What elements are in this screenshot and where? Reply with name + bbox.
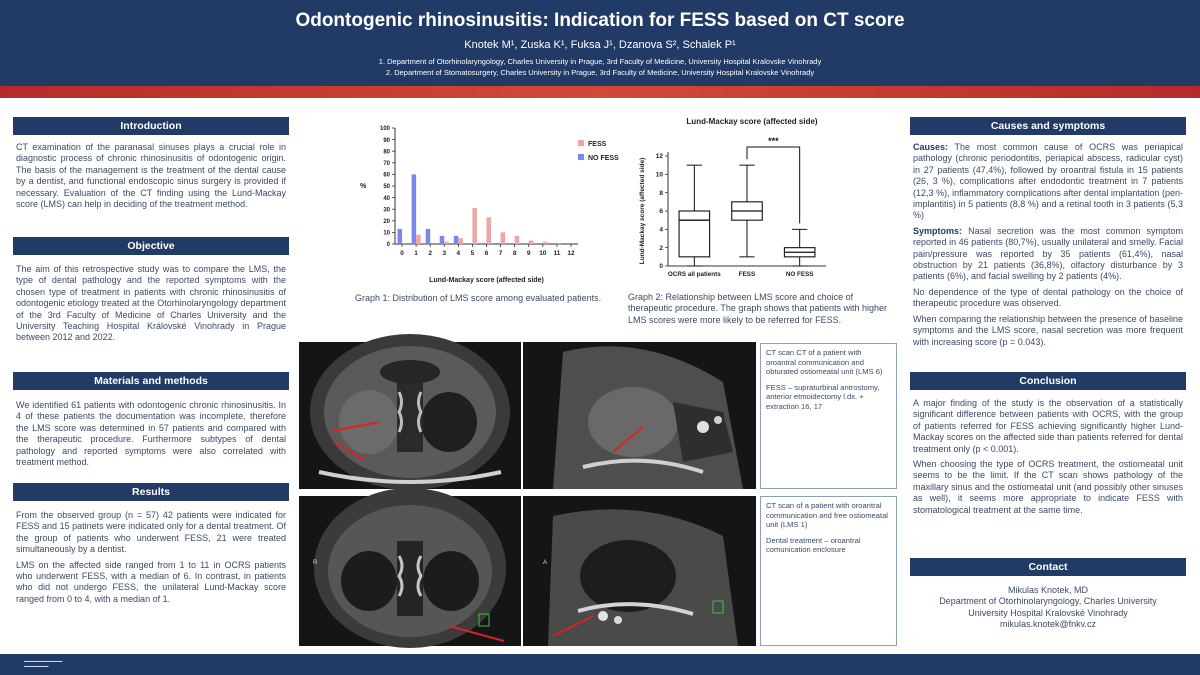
results-text — [16, 510, 286, 609]
graph1-x-tick-label: 10 — [539, 250, 547, 257]
contact-name: Mikulas Knotek, MD — [1007, 585, 1089, 595]
graph1-legend-label: FESS — [588, 141, 607, 148]
ct-image-sagittal-2 — [523, 496, 756, 646]
results-heading: Results — [13, 483, 289, 501]
graph1-legend-label: NO FESS — [588, 155, 619, 162]
ct1-description: CT scan CT of a patient with oroantral communication and obturated ostiomeatal unit (LMS 6) — [766, 348, 883, 377]
graph1-bar-fess — [416, 235, 421, 244]
footer-credit-mark: ▬▬▬▬▬▬▬▬▬▬▬ ▬▬▬▬▬▬▬ — [24, 659, 63, 668]
poster-header — [0, 0, 1200, 86]
graph1-x-tick-label: 8 — [512, 250, 517, 257]
graph2-x-tick-label: NO FESS — [785, 271, 814, 278]
ct2-description-box — [760, 496, 897, 646]
graph1-legend-swatch — [578, 154, 584, 160]
ct-image-sagittal-1 — [523, 342, 756, 489]
causes-paragraph-3: No dependence of the type of dental pathology on the choice of therapeutic procedure was observed. — [913, 286, 1183, 309]
graph1-y-tick-label: 50 — [383, 184, 390, 191]
graph1-y-tick-label: 80 — [383, 149, 390, 156]
graph1-y-axis-label: % — [360, 183, 367, 190]
graph1-bar-chart — [350, 118, 619, 293]
graph2-y-tick-label: 2 — [659, 244, 663, 252]
graph1-x-tick-label: 3 — [442, 250, 447, 257]
graph2-x-tick-label: OCRS all patients — [667, 271, 721, 278]
graph1-bar-fess — [543, 242, 548, 244]
causes-label: Causes: — [913, 142, 949, 152]
poster-affiliations — [0, 56, 1200, 78]
graph2-box — [679, 211, 710, 257]
symptoms-label: Symptoms: — [913, 225, 963, 236]
graph1-x-tick-label: 5 — [470, 250, 475, 257]
graph1-x-tick-label: 12 — [567, 250, 575, 257]
graph2-y-tick-label: 8 — [659, 189, 663, 197]
symptoms-body: Nasal secretion was the most common symptom reported in 46 patients (80,7%), usually unilateral and smelly. Facial pain/pressure was reported by 35 patients (61,4%), nasal obstruction by 21 patients (36,8%), olfactory disturbance by 3 patients (6%), and facial swelling by 2 patients (4%). — [913, 225, 1183, 282]
causes-paragraph-4: When comparing the relationship between the presence of baseline symptoms and the LMS score, nasal secretion was more frequent with increasing score (p = 0.043). — [913, 313, 1183, 347]
causes-text — [913, 142, 1183, 352]
graph1-bar-fess — [487, 217, 492, 244]
introduction-text: CT examination of the paranasal sinuses plays a crucial role in diagnostic process of chronic rhinosinusitis of odontogenic origin. The basis of the management is the treatment of the dental cause by a dentist, and functional endoscopic sinus surgery is provided if necessary. Evaluation of the CT finding using the Lund-Mackay score (LMS) can help in deciding of the treatment method. — [16, 142, 286, 210]
poster-footer — [0, 654, 1200, 675]
ct2-description: CT scan of a patient with oroantral communication and free ostiomeatal unit (LMS 1) — [766, 501, 888, 530]
graph2-box-plot — [630, 112, 830, 284]
graph1-bar-fess — [444, 242, 449, 244]
graph2-significance-label: *** — [768, 136, 779, 146]
graph1-x-tick-label: 9 — [526, 250, 531, 257]
graph1-legend-swatch — [578, 140, 584, 146]
graph1-y-tick-label: 40 — [383, 195, 390, 202]
affiliation-1: 1. Department of Otorhinolaryngology, Charles University in Prague, 3rd Faculty of Medicine, University Hospital Kralovske Vinohrady — [378, 57, 822, 66]
graph2-caption: Graph 2: Relationship between LMS score and choice of therapeutic procedure. The graph shows that patients with higher LMS scores were more likely to be referred for FESS. — [628, 292, 887, 325]
conclusion-paragraph-2: When choosing the type of OCRS treatment, the ostiomeatal unit seems to be the limit. If the CT scan shows pathology of the maxillary sinus and the ostiomeatal unit (and possibly other sinuses as well), it seems more appropriate to indicate FESS with stomatological treatment at the same time. — [913, 459, 1183, 515]
ct1-description-box — [760, 343, 897, 489]
graph1-x-tick-label: 4 — [456, 250, 461, 257]
graph1-x-tick-label: 7 — [498, 250, 503, 257]
graph1-bar-no-fess — [412, 174, 417, 244]
graph1-y-tick-label: 60 — [383, 172, 390, 179]
graph2-y-axis-label: Lund-Mackay score (affected side) — [639, 157, 646, 265]
graph1-y-tick-label: 70 — [383, 161, 390, 167]
header-accent-bar — [0, 86, 1200, 98]
graph1-y-tick-label: 100 — [379, 126, 390, 133]
graph1-bar-fess — [515, 236, 520, 244]
graph1-x-tick-label: 1 — [414, 250, 418, 257]
graph1-bar-no-fess — [440, 236, 445, 244]
graph1-x-tick-label: 0 — [400, 250, 404, 257]
contact-block — [913, 585, 1183, 631]
graph1-bar-no-fess — [398, 229, 403, 244]
graph1-y-tick-label: 10 — [383, 230, 390, 237]
results-paragraph-2: LMS on the affected side ranged from 1 to 11 in OCRS patients who underwent FESS, with a median of 6. In contrast, in patients who did not undergo FESS, the unilateral Lund-Mackay score ranged from 0 to 4, with a median of 1. — [16, 559, 286, 604]
graph1-bar-no-fess — [454, 236, 459, 244]
graph1-bar-fess — [529, 241, 534, 244]
ct-image-coronal-1 — [299, 342, 521, 489]
graph1-bar-fess — [557, 243, 562, 244]
conclusion-paragraph-1: A major finding of the study is the observation of a statistically significant difference between patients with OCRS, with the group of patients referred for FESS achieving significantly higher Lund-Mackay scores on the affected side than patients referred for dental treatment only (p < 0.001). — [913, 398, 1183, 454]
poster-authors: Knotek M¹, Zuska K¹, Fuksa J¹, Dzanova S², Schalek P¹ — [464, 39, 736, 51]
graph1-bar-fess — [501, 232, 506, 244]
poster-title: Odontogenic rhinosinusitis: Indication for FESS based on CT score — [295, 10, 905, 31]
graph1-y-tick-label: 20 — [383, 219, 390, 225]
introduction-heading: Introduction — [13, 117, 289, 135]
graph1-y-tick-label: 90 — [383, 137, 390, 144]
graph1-x-tick-label: 2 — [428, 250, 433, 257]
contact-department: Department of Otorhinolaryngology, Charles University — [939, 596, 1157, 607]
graph1-x-tick-label: 11 — [553, 250, 561, 257]
graph2-y-tick-label: 0 — [659, 263, 663, 271]
graph2-y-tick-label: 6 — [659, 208, 663, 216]
conclusion-text — [913, 398, 1183, 520]
causes-heading: Causes and symptoms — [910, 117, 1186, 135]
graph2-x-tick-label: FESS — [738, 271, 756, 278]
ct2-treatment: Dental treatment – oroantral comunication enclosure — [766, 535, 861, 555]
graph1-bar-no-fess — [426, 229, 431, 244]
graph2-y-tick-label: 4 — [659, 226, 663, 234]
results-paragraph-1: From the observed group (n = 57) 42 patients were indicated for FESS and 15 patinets were indicated only for a dental treatment. Of the group of patients who underwent FESS, 21 were treated simultaneously by a dentist. — [16, 510, 286, 555]
ct1-treatment: FESS – supraturbinal antrostomy, anterior etmoidectomy l.dx. + extraction 16, 17 — [766, 382, 880, 411]
materials-text: We identified 61 patients with odontogenic chronic rhinosinusitis. In 4 of these patients the documentation was incomplete, therefore the LMS score was determined in 57 patients and compared with the therapeutic procedure. Furthermore subtypes of dental pathology and reported symptoms were also correlated with treatment method. — [16, 400, 286, 468]
graph1-bar-fess — [472, 208, 477, 244]
conclusion-heading: Conclusion — [910, 372, 1186, 390]
graph1-x-tick-label: 6 — [484, 250, 489, 257]
graph2-y-tick-label: 12 — [655, 153, 663, 161]
objective-text: The aim of this retrospective study was to compare the LMS, the type of dental pathology and the reported symptoms with the chosen type of treatment in patients with chronic rhinosinusitis of odontogenic etiology treated at the Otorhinolaryngology department of the 3rd Faculty of Medicine of Charles University and the University Teaching Hospital Královské Vinohrady in Prague between 2012 and 2022. — [16, 264, 286, 343]
ct-image-coronal-2 — [299, 496, 521, 646]
graph2-y-tick-label: 10 — [655, 171, 663, 179]
causes-body: The most common cause of OCRS was periapical pathology (chronic periodontitis, periapical abscess, radicular cyst) in 27 patients (47,4%), followed by oroantral fistula in 15 patients (26, 3 %), complications after endodontic treatment in 7 patients (12,3 %), inflammatory complications after dental implantation (peri-implantitis) in 5 patients (8,8 %) and a retinal tooth in 3 patients (5,3 %) — [913, 142, 1183, 221]
contact-email[interactable]: mikulas.knotek@fnkv.cz — [1000, 619, 1096, 630]
ct-orientation-label-a: A — [543, 560, 548, 566]
graph1-x-axis-label: Lund-Mackay score (affected side) — [429, 277, 544, 284]
ct-orientation-label-r: R — [313, 560, 318, 566]
graph1-y-tick-label: 0 — [386, 242, 390, 249]
contact-hospital: University Hospital Kralovské Vinohrady — [968, 607, 1128, 618]
graph1-y-tick-label: 30 — [383, 207, 390, 214]
graph2-title: Lund-Mackay score (affected side) — [686, 117, 818, 126]
graph1-caption: Graph 1: Distribution of LMS score among evaluated patients. — [355, 293, 602, 303]
graph1-bar-fess — [458, 238, 463, 244]
objective-heading: Objective — [13, 237, 289, 255]
contact-heading: Contact — [910, 558, 1186, 576]
affiliation-2: 2. Department of Stomatosurgery, Charles University in Prague, 3rd Faculty of Medicine, University Hospital Kralovske Vinohrady — [385, 68, 815, 77]
materials-heading: Materials and methods — [13, 372, 289, 390]
